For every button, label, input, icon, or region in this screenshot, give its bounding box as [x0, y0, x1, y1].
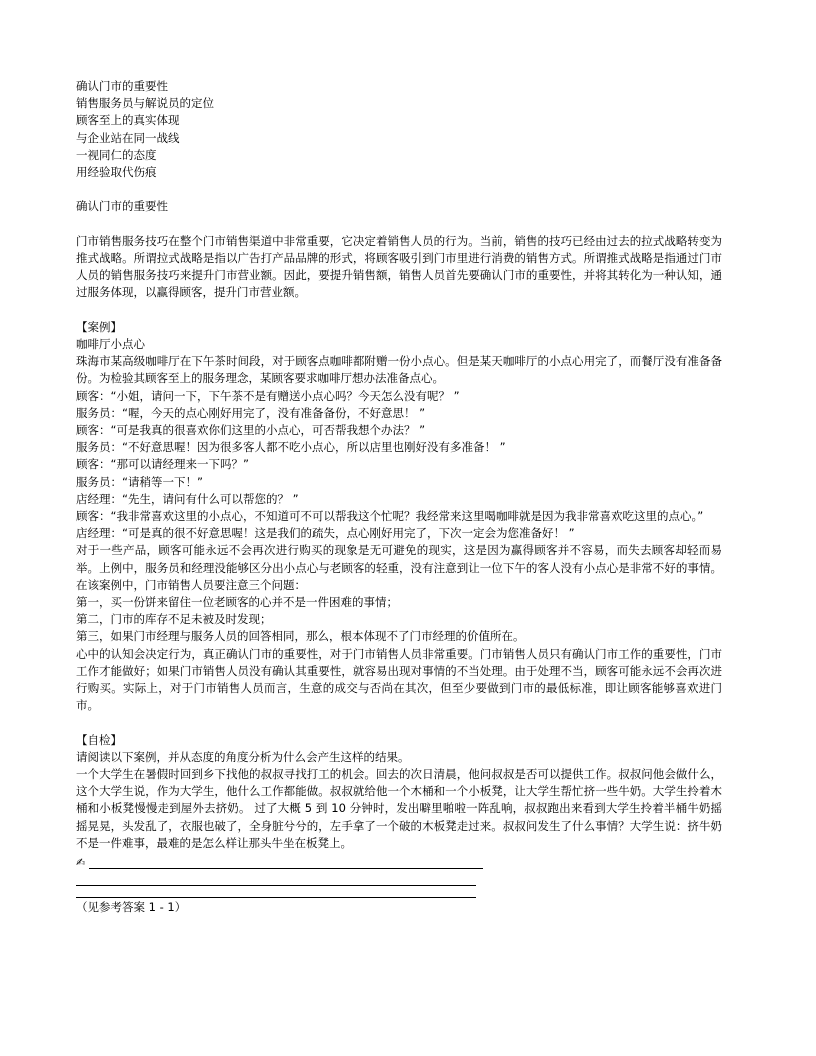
dialogue-line: 顾客：“小姐，请问一下，下午茶不是有赠送小点心吗？今天怎么没有呢？ ” [76, 388, 460, 403]
dialogue-line: 顾客：“可是我真的很喜欢你们这里的小点心，可否帮我想个办法？ ” [76, 423, 426, 438]
answer-line[interactable] [89, 868, 483, 869]
section-heading: 确认门市的重要性 [76, 199, 168, 214]
dialogue-line: 店经理：“可是真的很不好意思喔！这是我们的疏失，点心刚好用完了，下次一定会为您准备好！ ” [76, 526, 575, 541]
selfcheck-tag: 【自检】 [76, 732, 122, 747]
case-point: 第三，如果门市经理与服务人员的回答相同，那么，根本体现不了门市经理的价值所在。 [76, 629, 525, 644]
reference-note: （见参考答案 1 - 1） [76, 900, 187, 915]
case-tag: 【案例】 [76, 319, 122, 334]
answer-row [76, 852, 722, 869]
case-paragraph: 心中的认知会决定行为，真正确认门市的重要性，对于门市销售人员非常重要。门市销售人员只有确认门市工作的重要性，门市工作才能做好；如果门市销售人员没有确认其重要性，就容易出现对事情的不当处理。由于处理不当，顾客可能永远不会再次进行购买。实际上，对于门市销售人员而言，生意的成交与否尚在其次，但至少要做到门市的最低标准，即让顾客能够喜欢进门市。 [76, 646, 722, 713]
case-paragraph: 珠海市某高级咖啡厅在下午茶时间段，对于顾客点咖啡都附赠一份小点心。但是某天咖啡厅的小点心用完了，而餐厅没有准备备份。为检验其顾客至上的服务理念，某顾客要求咖啡厅想办法准备点心。 [76, 354, 722, 386]
dialogue-line: 服务员：“不好意思喔！因为很多客人都不吃小点心，所以店里也刚好没有多准备！ ” [76, 440, 506, 455]
answer-row [76, 869, 722, 886]
writing-hand-icon: ✍ [76, 856, 86, 870]
dialogue-line: 服务员：“请稍等一下！” [76, 474, 203, 489]
answer-row [76, 886, 722, 898]
dialogue-line: 服务员：“喔，今天的点心刚好用完了，没有准备备份，不好意思！ ” [76, 405, 426, 420]
document-page [76, 78, 722, 916]
toc-item: 与企业站在同一战线 [76, 130, 180, 145]
answer-line[interactable] [76, 885, 476, 886]
section-body: 门市销售服务技巧在整个门市销售渠道中非常重要，它决定着销售人员的行为。当前，销售的技巧已经由过去的拉式战略转变为推式战略。所谓拉式战略是指以广告打产品品牌的形式，将顾客吸引到门市里进行消费的销售方式。所谓推式战略是指通过门市人员的销售服务技巧来提升门市营业额。因此，要提升销售额，销售人员首先要确认门市的重要性，并将其转化为一种认知，通过服务体现，以赢得顾客，提升门市营业额。 [76, 233, 722, 300]
toc-item: 顾客至上的真实体现 [76, 113, 180, 128]
dialogue-line: 顾客：“我非常喜欢这里的小点心，不知道可不可以帮我这个忙呢？我经常来这里喝咖啡就是因为我非常喜欢吃这里的点心。” [76, 509, 704, 524]
dialogue-line: 顾客：“那可以请经理来一下吗？” [76, 457, 249, 472]
case-title: 咖啡厅小点心 [76, 337, 145, 351]
toc-item: 销售服务员与解说员的定位 [76, 96, 214, 111]
answer-line[interactable] [76, 897, 476, 898]
dialogue-line: 店经理：“先生，请问有什么可以帮您的？ ” [76, 491, 299, 506]
case-paragraph: 对于一些产品，顾客可能永远不会再次进行购买的现象是无可避免的现实，这是因为赢得顾客并不容易，而失去顾客却轻而易举。上例中，服务员和经理没能够区分出小点心与老顾客的轻重，没有注意到让一位下午的客人没有小点心是非常不好的事情。在该案例中，门市销售人员要注意三个问题： [76, 543, 722, 592]
selfcheck-story: 一个大学生在暑假时回到乡下找他的叔叔寻找打工的机会。回去的次日清晨，他问叔叔是否可以提供工作。叔叔问他会做什么，这个大学生说，作为大学生，他什么工作都能做。叔叔就给他一个木桶和一个小板凳，让大学生帮忙挤一些牛奶。大学生拎着木桶和小板凳慢慢走到屋外去挤奶。 过了大概 5 到 10 分钟时，发出噼里啪啦一阵乱响，叔叔跑出来看到大学生拎着半桶牛奶摇摇晃晃，头发乱了，衣服也破了，全身脏兮兮的，左手拿了一个破的木板凳走过来。叔叔问发生了什么事情？大学生说：挤牛奶不是一件难事，最难的是怎么样让那头牛坐在板凳上。 [76, 767, 722, 850]
selfcheck-prompt: 请阅读以下案例，并从态度的角度分析为什么会产生这样的结果。 [76, 749, 410, 764]
toc-item: 用经验取代伤痕 [76, 165, 157, 180]
toc-item: 确认门市的重要性 [76, 79, 168, 93]
case-point: 第二，门市的库存不足未被及时发现； [76, 612, 272, 627]
toc-item: 一视同仁的态度 [76, 147, 157, 162]
table-of-contents [76, 78, 722, 181]
case-point: 第一，买一份饼来留住一位老顾客的心并不是一件困难的事情； [76, 595, 398, 610]
